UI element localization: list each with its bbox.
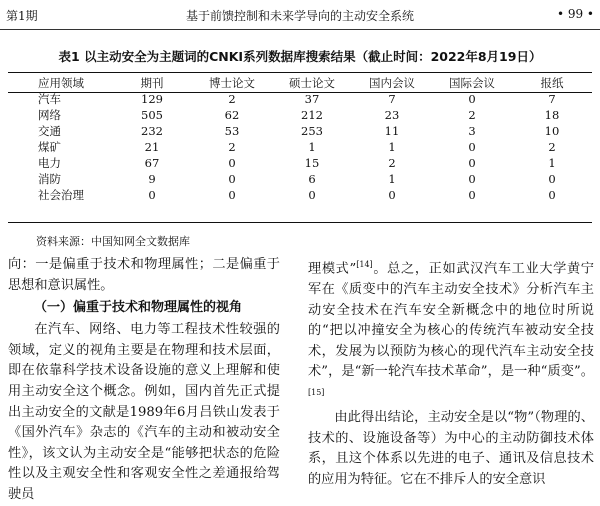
table-caption: 表1 以主动安全为主题词的CNKI系列数据库搜索结果（截止时间：2022年8月19日） (58, 49, 542, 64)
table-cell: 2 (388, 156, 396, 170)
table-cell: 11 (384, 124, 400, 138)
table-cell: 1 (308, 140, 316, 154)
table-cell: 0 (468, 156, 476, 170)
table-header-row (8, 74, 592, 91)
table-cell: 交通 (38, 124, 61, 138)
column-header: 国际会议 (449, 75, 495, 90)
table-cell: 汽车 (38, 92, 61, 106)
paragraph-text: 理模式” (308, 261, 357, 277)
table-cell: 1 (388, 140, 396, 154)
table-bottom-rule (8, 222, 592, 223)
data-table (8, 74, 592, 203)
citation-ref: [14] (356, 260, 373, 269)
column-header: 博士论文 (209, 75, 255, 90)
column-header: 报纸 (540, 75, 564, 90)
column-header: 期刊 (140, 75, 164, 90)
table-cell: 9 (148, 172, 156, 186)
body-paragraph: 在汽车、网络、电力等工程技术性较强的领域，定义的视角主要是在物理和技术层面，即在依靠科学技术设备设施的意义上理解和使用主动安全这个概念。例如，国内首先正式提出主动安全的文献是1989年6月吕铁山发表于《国外汽车》杂志的《汽车的主动和被动安全性》，该文认为主动安全是“能够把状态的危险性以及主观安全性和客观安全性之差通报给驾驶员 (8, 322, 280, 502)
table-row (8, 155, 592, 171)
table-cell: 0 (308, 188, 316, 202)
table-cell: 129 (141, 92, 163, 106)
table-cell: 1 (548, 156, 556, 170)
table-cell: 0 (468, 188, 476, 202)
table-cell: 23 (384, 108, 400, 122)
running-header (0, 0, 600, 28)
body-paragraph: 由此得出结论，主动安全是以“物”（物理的、技术的、设施设备等）为中心的主动防御技术体系，且这个体系以先进的电子、通讯及信息技术的应用为特征。它在不排斥人的安全意识 (308, 409, 594, 487)
table-cell: 0 (228, 172, 236, 186)
table-row (8, 107, 592, 123)
table-cell: 0 (468, 140, 476, 154)
table-row (8, 123, 592, 139)
column-header: 应用领域 (38, 75, 84, 90)
table-cell: 1 (388, 172, 396, 186)
table-cell: 0 (228, 156, 236, 170)
table-cell: 3 (468, 124, 476, 138)
table-cell: 0 (388, 188, 396, 202)
citation-ref: [15] (308, 387, 325, 397)
table-cell: 2 (468, 108, 476, 122)
table-source-note: 资料来源：中国知网全文数据库 (36, 235, 190, 248)
table-cell: 10 (544, 124, 560, 138)
table-cell: 7 (388, 92, 396, 106)
header-divider (0, 29, 600, 30)
article-title-header: 基于前馈控制和未来学导向的主动安全系统 (185, 9, 414, 23)
left-text-column (8, 255, 280, 506)
table-cell: 网络 (38, 108, 61, 122)
table-row (8, 171, 592, 187)
table-cell: 6 (308, 172, 316, 186)
table-cell: 2 (228, 140, 236, 154)
paragraph-text: 。总之，正如武汉汽车工业大学黄宁军在《质变中的汽车主动安全技术》分析汽车主动安全技术在汽车安全新概念中的地位时所说的“把以冲撞安全为核心的传统汽车被动安全技术，发展为以预防为核心的现代汽车主动安全技术”，是“新一轮汽车技术革命”，是一种“质变”。 (308, 261, 594, 380)
body-paragraph (308, 255, 594, 408)
table-row (8, 139, 592, 155)
table-cell: 0 (548, 172, 556, 186)
table-cell: 21 (144, 140, 160, 154)
table-cell: 0 (548, 188, 556, 202)
table-cell: 电力 (38, 156, 61, 170)
issue-number: 第1期 (6, 9, 38, 23)
table-cell: 37 (304, 92, 320, 106)
table-cell: 253 (301, 124, 323, 138)
table-cell: 18 (544, 108, 560, 122)
intro-paragraph: 向：一是偏重于技术和物理属性；二是偏重于思想和意识属性。 (8, 257, 280, 293)
table-cell: 2 (228, 92, 236, 106)
table-cell: 232 (141, 124, 163, 138)
table-cell: 消防 (38, 172, 61, 186)
table-cell: 2 (548, 140, 556, 154)
table-cell: 67 (144, 156, 160, 170)
table-cell: 0 (228, 188, 236, 202)
right-text-column (308, 255, 594, 490)
table-cell: 0 (468, 92, 476, 106)
table-cell: 212 (301, 108, 323, 122)
table-cell: 社会治理 (38, 188, 84, 202)
column-header: 硕士论文 (289, 75, 335, 90)
column-header: 国内会议 (369, 75, 415, 90)
table-cell: 505 (141, 108, 163, 122)
table-cell: 煤矿 (38, 140, 61, 154)
table-row (8, 187, 592, 203)
table-cell: 0 (148, 188, 156, 202)
table-cell: 0 (468, 172, 476, 186)
table-cell: 15 (304, 156, 320, 170)
table-row (8, 91, 592, 107)
page-number: • 99 • (556, 7, 594, 21)
table-cell: 7 (548, 92, 556, 106)
section-heading: （一）偏重于技术和物理属性的视角 (34, 300, 243, 316)
table-cell: 62 (224, 108, 240, 122)
table-cell: 53 (224, 124, 240, 138)
